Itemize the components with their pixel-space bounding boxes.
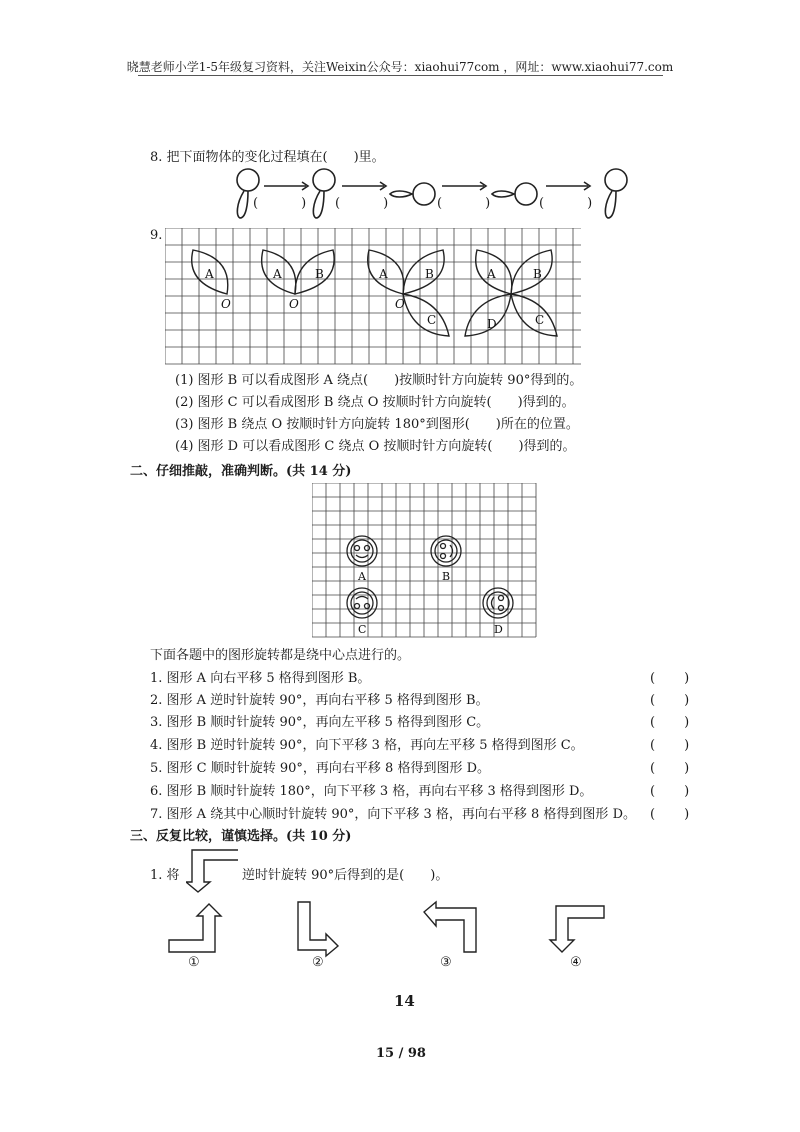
q9-label-C4: C [535, 313, 545, 327]
page-number: 14 [394, 992, 415, 1010]
q9-label-A4: A [487, 267, 496, 281]
q9-grid-figure [165, 228, 585, 368]
key-object-2 [313, 169, 335, 218]
key-object-3 [390, 183, 435, 205]
s2-item-6-blank: ( ) [650, 784, 691, 799]
page-header: 晓慧老师小学1-5年级复习资料，关注Weixin公众号：xiaohui77com ，网址：www.xiaohui77.com [126, 60, 674, 74]
face-D [483, 588, 513, 618]
q9-label-C3: C [427, 313, 437, 327]
s2-item-3: 3. 图形 B 顺时针旋转 90°，再向左平移 5 格得到图形 C。 [150, 715, 490, 730]
s2-item-4: 4. 图形 B 逆时针旋转 90°，向下平移 3 格，再向左平移 5 格得到图形 C。 [150, 738, 584, 753]
q9-item-2: (2) 图形 C 可以看成图形 B 绕点 O 按顺时针方向旋转( )得到的。 [175, 395, 575, 410]
s2-item-5-blank: ( ) [650, 761, 691, 776]
s3-q1-shape [186, 846, 238, 894]
s2-item-1-blank: ( ) [650, 671, 691, 686]
face-C [347, 588, 377, 618]
s3-q1-prefix: 1. 将 [150, 868, 180, 883]
s3-option-1-shape[interactable] [165, 900, 225, 958]
s2-label-B: B [442, 570, 451, 583]
q9-label-O3: O [395, 297, 405, 311]
q9-label-O2: O [289, 297, 299, 311]
s2-item-7-blank: ( ) [650, 807, 691, 822]
q9-label-D4: D [487, 317, 497, 331]
s2-item-2: 2. 图形 A 逆时针旋转 90°，再向右平移 5 格得到图形 B。 [150, 693, 489, 708]
key-object-4 [492, 183, 537, 205]
q9-item-1: (1) 图形 B 可以看成图形 A 绕点( )按顺时针方向旋转 90°得到的。 [175, 373, 583, 388]
q9-item-4: (4) 图形 D 可以看成图形 C 绕点 O 按顺时针方向旋转( )得到的。 [175, 439, 576, 454]
q9-label-B3: B [425, 267, 434, 281]
s2-item-4-blank: ( ) [650, 738, 691, 753]
q9-item-3: (3) 图形 B 绕点 O 按顺时针方向旋转 180°到图形( )所在的位置。 [175, 417, 579, 432]
s2-item-3-blank: ( ) [650, 715, 691, 730]
section2-title: 二、仔细推敲，准确判断。(共 14 分) [130, 464, 352, 479]
s3-option-3-label[interactable]: ③ [440, 955, 452, 970]
q9-label-B2: B [315, 267, 324, 281]
petal-B-panel4 [511, 250, 552, 294]
q8-blank-4: ( ) [539, 196, 594, 211]
s2-item-7: 7. 图形 A 绕其中心顺时针旋转 90°，向下平移 3 格，再向右平移 8 格得到图形 D。 [150, 807, 636, 822]
page-footer: 15 / 98 [376, 1046, 426, 1061]
s2-label-C: C [358, 623, 367, 636]
s2-item-5: 5. 图形 C 顺时针旋转 90°，再向右平移 8 格得到图形 D。 [150, 761, 491, 776]
q9-label-A1: A [205, 267, 214, 281]
q9-label-A3: A [379, 267, 388, 281]
s3-option-2-label[interactable]: ② [312, 955, 324, 970]
q8-blank-2: ( ) [335, 196, 390, 211]
q8-text: 8. 把下面物体的变化过程填在( )里。 [150, 150, 385, 165]
q9-label-A2: A [273, 267, 282, 281]
q9-number: 9. [150, 228, 163, 243]
section2-grid-figure [312, 483, 538, 639]
s2-item-1: 1. 图形 A 向右平移 5 格得到图形 B。 [150, 671, 371, 686]
s3-option-4-label[interactable]: ④ [570, 955, 582, 970]
q8-blank-3: ( ) [437, 196, 492, 211]
q8-blank-1: ( ) [253, 196, 308, 211]
q9-label-O1: O [221, 297, 231, 311]
q9-label-B4: B [533, 267, 542, 281]
section3-title: 三、反复比较，谨慎选择。(共 10 分) [130, 829, 352, 844]
s2-item-6: 6. 图形 B 顺时针旋转 180°，向下平移 3 格，再向右平移 3 格得到图形 D。 [150, 784, 593, 799]
s3-option-1-label[interactable]: ① [188, 955, 200, 970]
face-B [431, 536, 461, 566]
s3-option-2-shape[interactable] [292, 900, 344, 958]
key-object-5 [605, 169, 627, 218]
face-A [347, 536, 377, 566]
s2-label-D: D [494, 623, 503, 636]
s3-option-4-shape[interactable] [548, 900, 610, 958]
s2-label-A: A [358, 570, 366, 583]
section2-intro: 下面各题中的图形旋转都是绕中心点进行的。 [150, 648, 411, 663]
s2-item-2-blank: ( ) [650, 693, 691, 708]
header-rule [138, 75, 663, 76]
s3-option-3-shape[interactable] [420, 898, 482, 956]
s3-q1-suffix: 逆时针旋转 90°后得到的是( )。 [242, 868, 449, 883]
petal-B-panel3 [403, 250, 444, 294]
